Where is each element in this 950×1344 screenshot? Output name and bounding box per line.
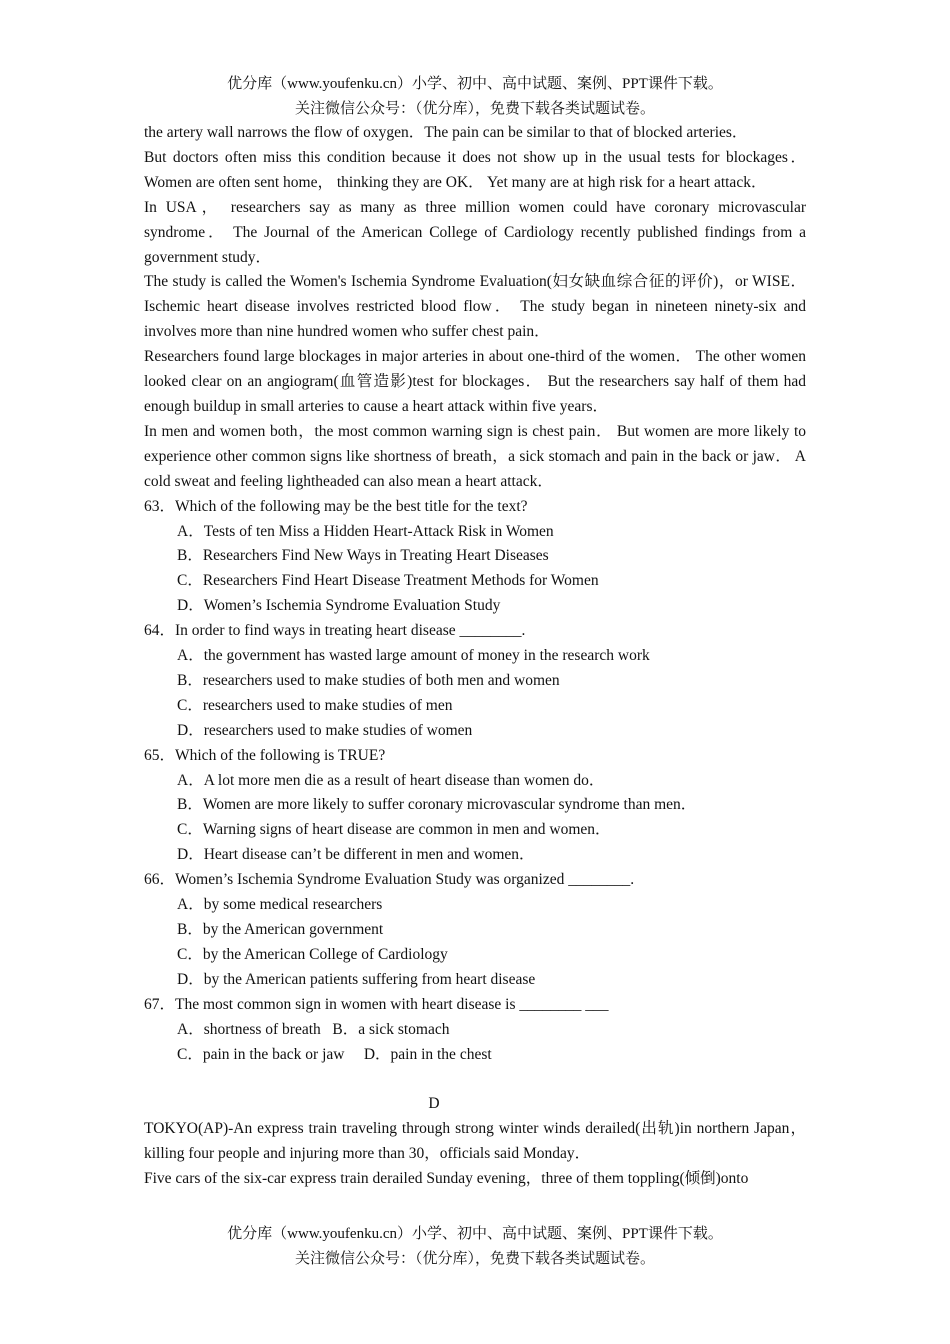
- option-row: A．shortness of breath B．a sick stomach: [177, 1020, 450, 1038]
- header-line-1: 优分库（www.youfenku.cn）小学、初中、高中试题、案例、PPT课件下载。: [227, 76, 723, 92]
- paragraph: In USA， researchers say as many as three million women could have coronary microvascular syndrome． The Journal of the American College of Cardiology recently published findings from a government study．: [144, 198, 806, 266]
- option: B．by the American government: [177, 921, 384, 938]
- option: C．Warning signs of heart disease are common in men and women．: [177, 821, 611, 839]
- question-stem: 66．Women’s Ischemia Syndrome Evaluation Study was organized ________.: [144, 871, 635, 889]
- page-footer: [0, 1222, 950, 1272]
- option: D．Heart disease can’t be different in men and women．: [177, 846, 535, 864]
- paragraph: Researchers found large blockages in major arteries in about one-third of the women． The other women looked clear on an angiogram(血管造影)test for blockages． But the researchers say half of them had enough buildup in small arteries to cause a heart attack within five years．: [144, 348, 806, 415]
- section-label: D: [428, 1095, 440, 1113]
- question-stem: 67．The most common sign in women with heart disease is ________ ___: [144, 995, 609, 1013]
- option: D．Women’s Ischemia Syndrome Evaluation Study: [177, 597, 501, 615]
- option: D．researchers used to make studies of women: [177, 721, 473, 739]
- question-67: [144, 993, 806, 1068]
- paragraph: The study is called the Women's Ischemia Syndrome Evaluation(妇女缺血综合征的评价)，or WISE． Ischemic heart disease involves restricted blood flow． The study began in nineteen ninety-six and involves more than nine hundred women who suffer chest pain．: [144, 273, 806, 341]
- question-64: [144, 619, 806, 744]
- question-stem: 64．In order to find ways in treating heart disease ________.: [144, 622, 526, 640]
- option: A．Tests of ten Miss a Hidden Heart-Attack Risk in Women: [177, 522, 554, 540]
- option: A．by some medical researchers: [177, 896, 383, 914]
- header-line-2: 关注微信公众号：（优分库），免费下载各类试题试卷。: [294, 101, 655, 117]
- paragraph: Five cars of the six-car express train derailed Sunday evening，three of them toppling(倾倒)onto: [144, 1170, 749, 1188]
- document-body: [144, 121, 806, 1192]
- question-stem: 63．Which of the following may be the best title for the text?: [144, 497, 528, 515]
- option: B．Researchers Find New Ways in Treating Heart Diseases: [177, 547, 549, 565]
- option: B．Women are more likely to suffer coronary microvascular syndrome than men．: [177, 796, 697, 814]
- paragraph: In men and women both，the most common warning sign is chest pain． But women are more likely to experience other common signs like shortness of breath，a sick stomach and pain in the back or jaw． A cold sweat and feeling lightheaded can also mean a heart attack．: [144, 422, 806, 490]
- paragraph: the artery wall narrows the flow of oxygen．The pain can be similar to that of blocked arteries．: [144, 124, 748, 141]
- question-66: [144, 868, 806, 993]
- question-65: [144, 744, 806, 869]
- paragraph: But doctors often miss this condition because it does not show up in the usual tests for blockages．Women are often sent home， thinking they are OK． Yet many are at high risk for a heart attack．: [144, 148, 806, 191]
- footer-line-2: 关注微信公众号：（优分库），免费下载各类试题试卷。: [294, 1251, 655, 1267]
- option-row: C．pain in the back or jaw D．pain in the chest: [177, 1045, 492, 1063]
- option: B．researchers used to make studies of both men and women: [177, 671, 560, 689]
- option: A．A lot more men die as a result of heart disease than women do．: [177, 771, 605, 789]
- footer-line-1: 优分库（www.youfenku.cn）小学、初中、高中试题、案例、PPT课件下载。: [227, 1226, 723, 1242]
- question-stem: 65．Which of the following is TRUE?: [144, 746, 386, 764]
- option: C．by the American College of Cardiology: [177, 945, 448, 963]
- option: D．by the American patients suffering from heart disease: [177, 970, 536, 988]
- question-63: [144, 495, 806, 620]
- option: A．the government has wasted large amount of money in the research work: [177, 647, 650, 665]
- page-header: [0, 72, 950, 122]
- option: C．researchers used to make studies of men: [177, 696, 453, 714]
- paragraph: TOKYO(AP)-An express train traveling through strong winter winds derailed(出轨)in northern Japan，killing four people and injuring more than 30，officials said Monday．: [144, 1120, 806, 1163]
- option: C．Researchers Find Heart Disease Treatment Methods for Women: [177, 572, 599, 590]
